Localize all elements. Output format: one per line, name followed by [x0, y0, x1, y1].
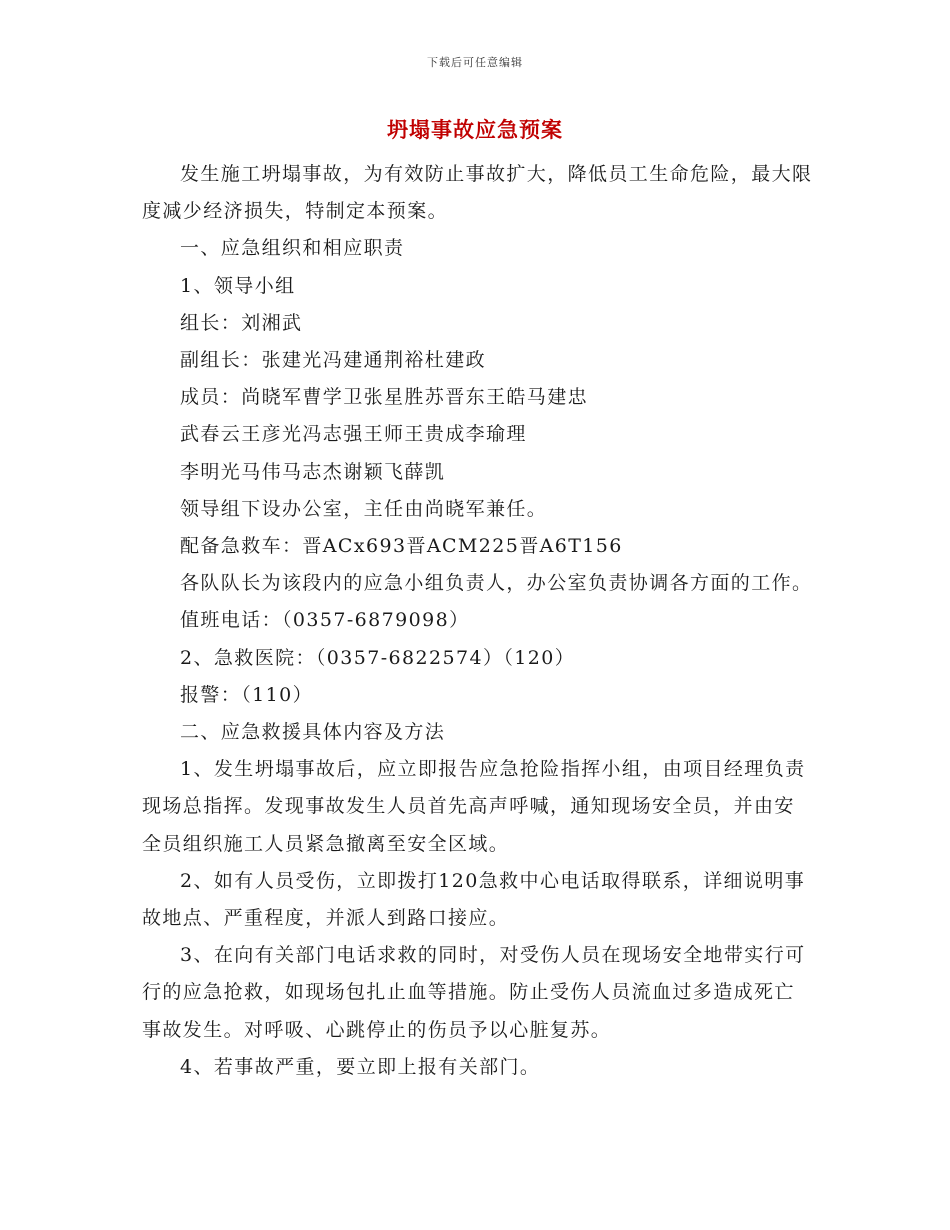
paragraph-duty-phone: 值班电话：（0357-6879098） — [180, 609, 470, 632]
paragraph-step-2: 2、如有人员受伤，立即拨打120急救中心电话取得联系，详细说明事故地点、严重程度，并派人到路口接应。 — [142, 869, 806, 930]
paragraph-step-1: 1、发生坍塌事故后，应立即报告应急抢险指挥小组，由项目经理负责现场总指挥。发现事故发生人员首先高声呼喊，通知现场安全员，并由安全员组织施工人员紧急撤离至安全区域。 — [142, 758, 806, 855]
paragraph-step-4: 4、若事故严重，要立即上报有关部门。 — [180, 1055, 541, 1078]
paragraph-team-leaders: 各队队长为该段内的应急小组负责人，办公室负责协调各方面的工作。 — [180, 572, 813, 595]
paragraph-members-2: 武春云王彦光冯志强王师王贵成李瑜理 — [180, 423, 527, 446]
paragraph-leader: 组长：刘湘武 — [180, 311, 303, 334]
document-title: 坍塌事故应急预案 — [387, 117, 563, 142]
paragraph-office: 领导组下设办公室，主任由尚晓军兼任。 — [180, 497, 548, 520]
document-body — [142, 156, 814, 1086]
paragraph-hospital: 2、急救医院：（0357-6822574）（120） — [180, 646, 576, 669]
paragraph-deputy-leaders: 副组长：张建光冯建通荆裕杜建政 — [180, 349, 487, 372]
subsection-heading-leadership: 1、领导小组 — [180, 274, 296, 297]
paragraph-step-3: 3、在向有关部门电话求救的同时，对受伤人员在现场安全地带实行可行的应急抢救，如现场包扎止血等措施。防止受伤人员流血过多造成死亡事故发生。对呼吸、心跳停止的伤员予以心脏复苏。 — [142, 944, 806, 1041]
section-heading-rescue: 二、应急救援具体内容及方法 — [180, 721, 446, 744]
section-heading-organization: 一、应急组织和相应职责 — [180, 237, 405, 260]
paragraph-members-3: 李明光马伟马志杰谢颖飞薛凯 — [180, 460, 446, 483]
paragraph-members-1: 成员：尚晓军曹学卫张星胜苏晋东王皓马建忠 — [180, 386, 589, 409]
header-note: 下载后可任意编辑 — [427, 56, 523, 69]
paragraph-ambulances: 配备急救车：晋ACx693晋ACM225晋A6T156 — [180, 535, 623, 558]
paragraph-police: 报警：（110） — [180, 683, 313, 706]
paragraph-intro: 发生施工坍塌事故，为有效防止事故扩大，降低员工生命危险，最大限度减少经济损失，特制定本预案。 — [142, 163, 813, 223]
